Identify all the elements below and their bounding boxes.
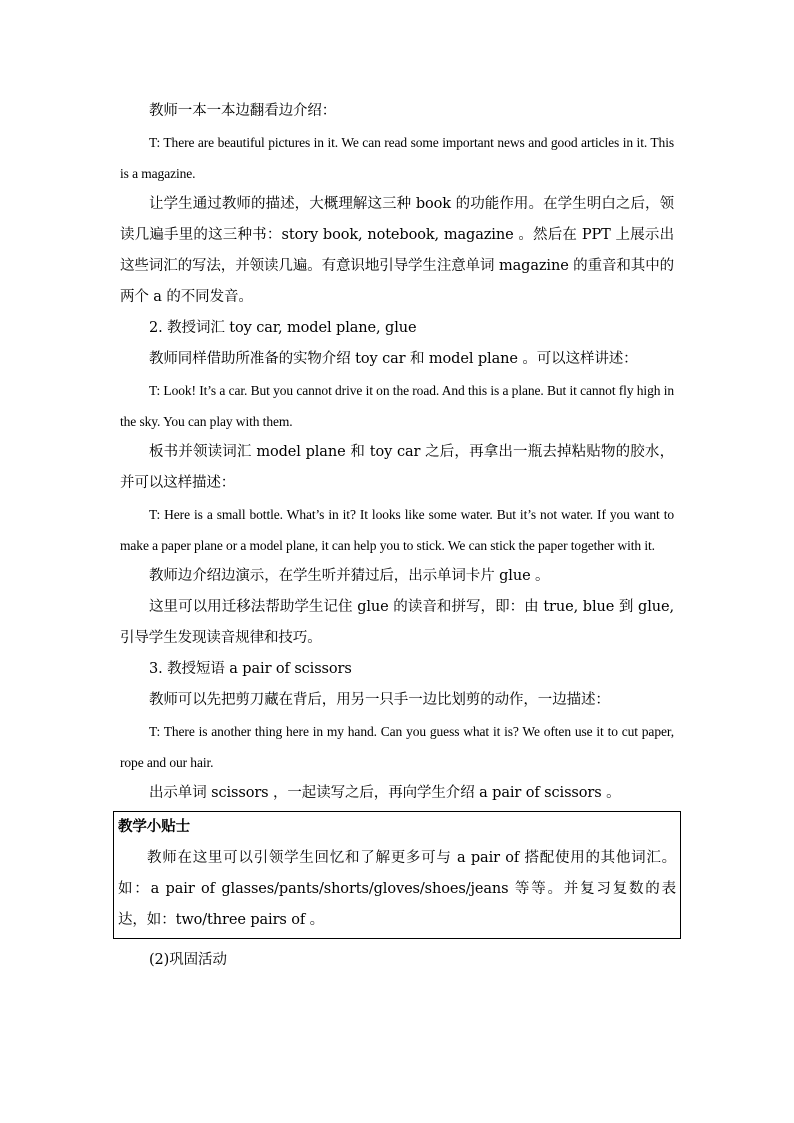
paragraph-3: 让学生通过教师的描述，大概理解这三种 book 的功能作用。在学生明白之后，领读几遍手里的这三种书：story book, notebook, magazine 。然后在 PPT 上展示出这些词汇的写法，并领读几遍。有意识地引导学生注意单词 magazine 的重音和其中的两个 a 的不同发音。 [120, 196, 674, 305]
paragraph-12: 教师可以先把剪刀藏在背后，用另一只手一边比划剪的动作，一边描述： [149, 692, 610, 708]
paragraph-6: T: Look! It’s a car. But you cannot drive it on the road. And this is a plane. But it cannot fly high in the sky. You can play with them. [120, 383, 674, 429]
paragraph-9: 教师边介绍边演示，在学生听并猜过后，出示单词卡片 glue 。 [149, 568, 550, 584]
section-heading-3: 3. 教授短语 a pair of scissors [149, 661, 352, 677]
paragraph-7: 板书并领读词汇 model plane 和 toy car 之后，再拿出一瓶去掉粘贴物的胶水，并可以这样描述： [120, 444, 674, 491]
paragraph-10: 这里可以用迁移法帮助学生记住 glue 的读音和拼写，即：由 true, blue 到 glue, 引导学生发现读音规律和技巧。 [120, 599, 674, 646]
section-heading-consolidation: (2)巩固活动 [149, 952, 227, 968]
paragraph-1: 教师一本一本边翻看边介绍： [149, 103, 337, 119]
paragraph-8: T: Here is a small bottle. What’s in it? It looks like some water. But it’s not water. If you want to make a paper plane or a model plane, it can help you to stick. We can stick the paper together with it. [120, 507, 674, 553]
paragraph-13: T: There is another thing here in my hand. Can you guess what it is? We often use it to cut paper, rope and our hair. [120, 724, 674, 770]
paragraph-5: 教师同样借助所准备的实物介绍 toy car 和 model plane 。可以这样讲述： [149, 351, 638, 367]
teaching-tip-body: 教师在这里可以引领学生回忆和了解更多可与 a pair of 搭配使用的其他词汇。如：a pair of glasses/pants/shorts/gloves/shoes/jeans 等等。并复习复数的表达，如：two/three pairs of 。 [118, 850, 676, 928]
section-heading-2: 2. 教授词汇 toy car, model plane, glue [149, 320, 417, 336]
teaching-tip-box [113, 811, 681, 939]
teaching-tip-title: 教学小贴士 [118, 819, 190, 835]
document-page [120, 96, 674, 976]
paragraph-14: 出示单词 scissors ，一起读写之后，再向学生介绍 a pair of scissors 。 [149, 785, 621, 801]
paragraph-2: T: There are beautiful pictures in it. We can read some important news and good articles in it. This is a magazine. [120, 135, 674, 181]
